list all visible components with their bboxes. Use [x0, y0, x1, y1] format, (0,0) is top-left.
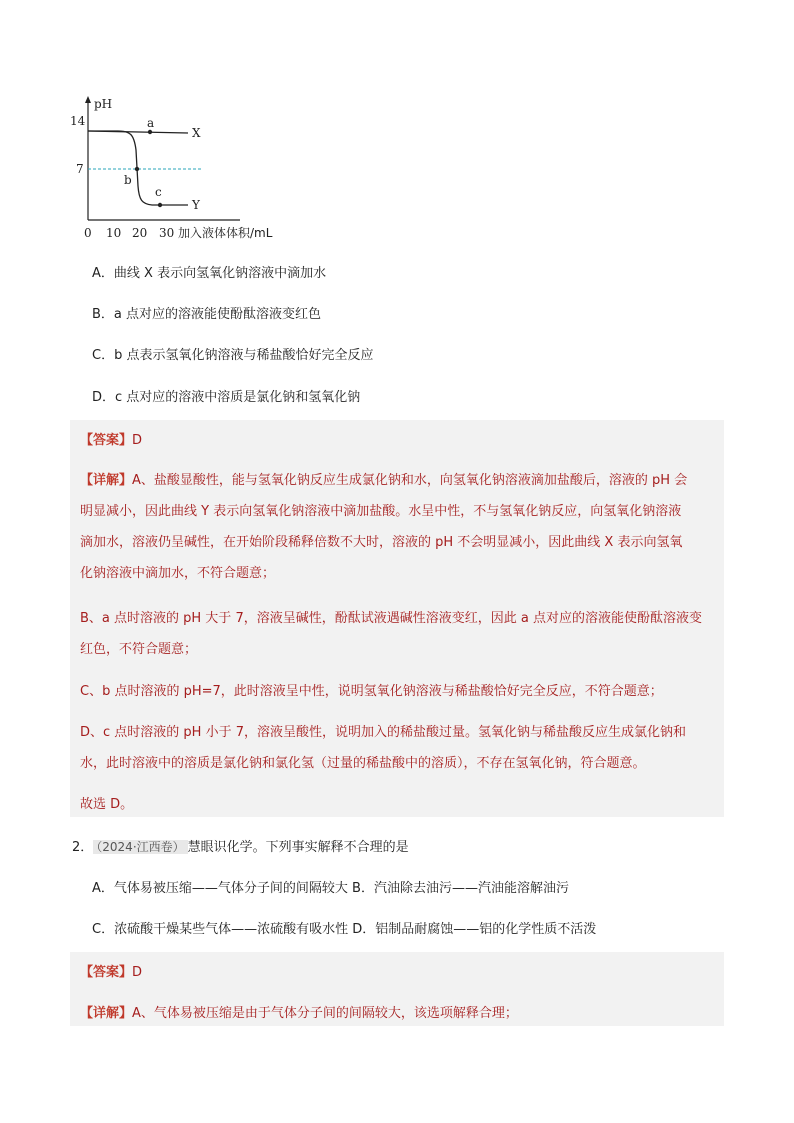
q2-source-badge: （2024·江西卷） — [93, 840, 187, 854]
q1-answer-box — [70, 420, 724, 817]
q1-detail-line-10: 故选 D。 — [80, 797, 134, 812]
answer-value: D — [132, 965, 143, 980]
q1-detail-line-4: 化钠溶液中滴加水，不符合题意； — [80, 566, 276, 581]
q2-detail-line-1 — [80, 1002, 518, 1021]
y-tick-7: 7 — [76, 162, 84, 176]
q1-option-a: A．曲线 X 表示向氢氧化钠溶液中滴加水 — [92, 266, 327, 281]
curve-x-label: X — [192, 126, 201, 140]
q1-detail-line-3: 滴加水，溶液仍呈碱性，在开始阶段稀释倍数不大时，溶液的 pH 不会明显减小，因此曲线 X 表示向氢氧 — [80, 535, 683, 550]
q1-detail-line-1 — [80, 469, 687, 488]
x-tick-20: 20 — [132, 226, 148, 240]
point-b-dot — [135, 167, 139, 171]
q1-detail-line-7: C、b 点时溶液的 pH=7，此时溶液呈中性，说明氢氧化钠溶液与稀盐酸恰好完全反应，不符合题意； — [80, 684, 663, 699]
q1-detail-line-6: 红色，不符合题意； — [80, 642, 198, 657]
q1-option-d: D．c 点对应的溶液中溶质是氯化钠和氢氧化钠 — [92, 390, 361, 405]
detail-tag: 【详解】 — [80, 473, 133, 488]
ph-curve-graph — [60, 90, 300, 250]
q2-stem-text: 慧眼识化学。下列事实解释不合理的是 — [187, 840, 409, 855]
point-b-label: b — [124, 173, 132, 187]
x-tick-0: 0 — [84, 226, 92, 240]
q2-options-ab: A．气体易被压缩——气体分子间的间隔较大 B．汽油除去油污——汽油能溶解油污 — [92, 881, 569, 896]
q1-detail-line-8: D、c 点时溶液的 pH 小于 7，溶液呈酸性，说明加入的稀盐酸过量。氢氧化钠与稀盐酸反应生成氯化钠和 — [80, 725, 686, 740]
q2-answer-box — [70, 952, 724, 1026]
q2-number: 2． — [72, 840, 94, 855]
point-a-label: a — [147, 116, 155, 130]
y-axis-label: pH — [94, 97, 113, 111]
answer-value: D — [132, 433, 143, 448]
q1-detail-line-5: B、a 点时溶液的 pH 大于 7，溶液呈碱性，酚酞试液遇碱性溶液变红，因此 a 点对应的溶液能使酚酞溶液变 — [80, 611, 702, 626]
point-a-dot — [148, 130, 152, 134]
q1-option-b: B．a 点对应的溶液能使酚酞溶液变红色 — [92, 307, 322, 322]
q1-detail-line-9: 水，此时溶液中的溶质是氯化钠和氯化氢（过量的稀盐酸中的溶质），不存在氢氧化钠，符合题意。 — [80, 756, 646, 771]
x-axis-label: 加入液体体积/mL — [178, 226, 273, 240]
point-c-dot — [158, 203, 162, 207]
detail-text: A、气体易被压缩是由于气体分子间的间隔较大，该选项解释合理； — [132, 1006, 518, 1021]
detail-text: A、盐酸显酸性，能与氢氧化钠反应生成氯化钠和水，向氢氧化钠溶液滴加盐酸后，溶液的 pH 会 — [132, 473, 688, 488]
y-tick-14: 14 — [70, 114, 86, 128]
detail-tag: 【详解】 — [80, 1006, 133, 1021]
answer-tag: 【答案】 — [80, 965, 133, 980]
q2-options-cd: C．浓硫酸干燥某些气体——浓硫酸有吸水性 D．铝制品耐腐蚀——铝的化学性质不活泼 — [92, 922, 597, 937]
curve-y-label: Y — [192, 198, 200, 212]
q1-detail-line-2: 明显减小，因此曲线 Y 表示向氢氧化钠溶液中滴加盐酸。水呈中性，不与氢氧化钠反应，向氢氧化钠溶液 — [80, 504, 682, 519]
y-axis-arrow — [85, 96, 91, 103]
answer-tag: 【答案】 — [80, 433, 133, 448]
q2-answer-line — [80, 961, 142, 980]
x-tick-30: 30 — [159, 226, 175, 240]
point-c-label: c — [155, 185, 162, 199]
q1-option-c: C．b 点表示氢氧化钠溶液与稀盐酸恰好完全反应 — [92, 348, 374, 363]
q1-answer-line — [80, 429, 142, 448]
x-tick-10: 10 — [106, 226, 122, 240]
q2-stem — [72, 836, 409, 855]
